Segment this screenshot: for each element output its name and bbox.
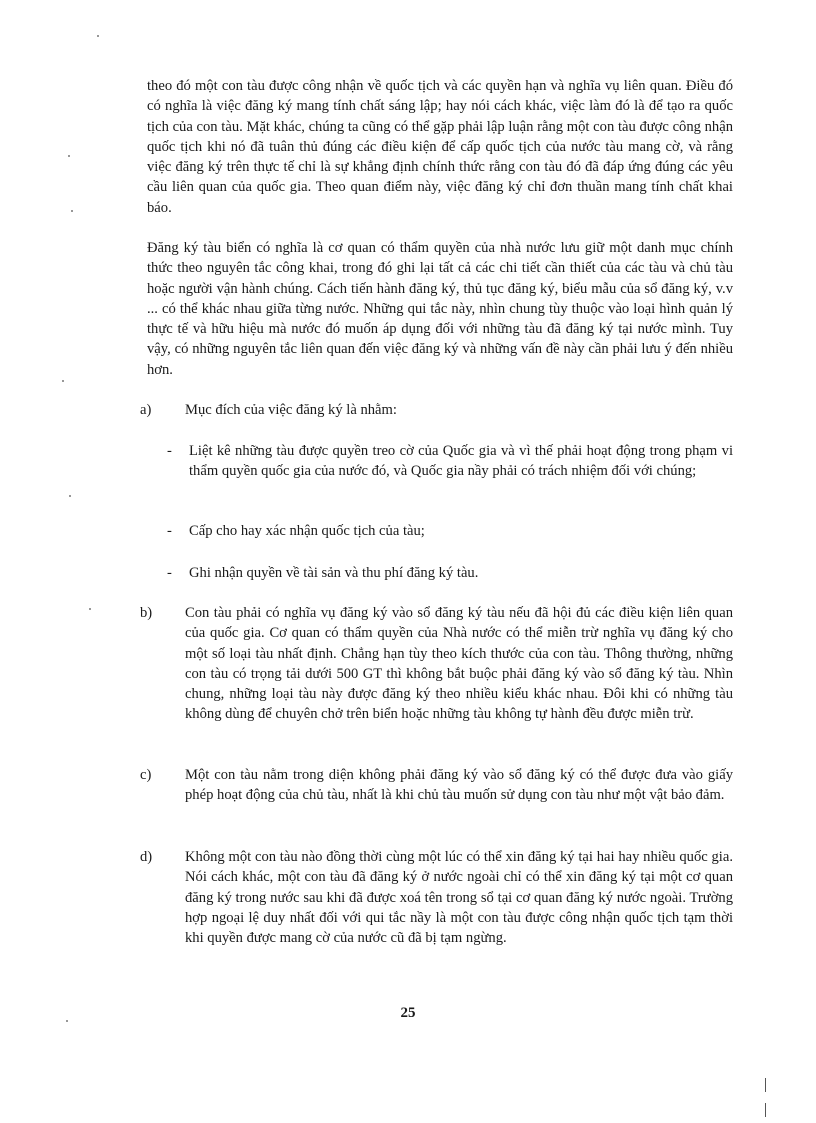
scan-speck — [69, 495, 71, 497]
bullet-dash: - — [167, 565, 172, 581]
item-d-text: Không một con tàu nào đồng thời cùng một lúc có thể xin đăng ký tại hai hay nhiều quốc gia. Nói cách khác, một con tàu đã đăng ký ở nước ngoài chỉ có thể xin đăng ký tại một cơ quan đăng ký trong nước sau khi đã được xoá tên trong sổ tại cơ quan đăng ký nước ngoài. Trường hợp ngoại lệ duy nhất đối với qui tắc nầy là một con tàu được công nhận quốc tịch tạm thời khi quyền được mang cờ của nước cũ đã bị tạm ngừng. — [185, 849, 733, 947]
paragraph-definition: Đăng ký tàu biển có nghĩa là cơ quan có thẩm quyền của nhà nước lưu giữ một danh mục chính thức theo nguyên tắc công khai, trong đó ghi lại tất cả các chi tiết cần thiết của các tàu và chủ tàu hoặc người vận hành chúng. Cách tiến hành đăng ký, thủ tục đăng ký, biểu mẫu của sổ đăng ký, v.v ... có thể khác nhau giữa từng nước. Những qui tắc này, nhìn chung tùy thuộc vào loại hình quản lý thực tế và hữu hiệu mà nước đó muốn áp dụng đối với những tàu đã đăng ký tại nước mình. Tuy vậy, có những nguyên tắc liên quan đến việc đăng ký và những vấn đề này cần phải lưu ý đến nhiều hơn. — [147, 240, 733, 378]
item-label-c: c) — [140, 767, 152, 783]
scan-speck — [68, 155, 70, 157]
scan-speck — [66, 1020, 68, 1022]
bullet-dash: - — [167, 523, 172, 539]
item-label-a: a) — [140, 402, 152, 418]
paragraph-intro: theo đó một con tàu được công nhận về quốc tịch và các quyền hạn và nghĩa vụ liên quan. Điều đó có nghĩa là việc đăng ký mang tính chất sáng lập; hay nói cách khác, việc làm đó là để tạo ra quốc tịch của con tàu. Mặt khác, chúng ta cũng có thể gặp phải lập luận rằng một con tàu được công nhận quốc tịch khi nó đã tuân thủ đúng các điều kiện để cấp quốc tịch của nước tàu mang cờ, và rằng việc đăng ký trên thực tế chỉ là sự khẳng định chính thức rằng con tàu đó đã đáp ứng đúng các yêu cầu liên quan của quốc gia. Theo quan điểm này, việc đăng ký chỉ đơn thuần mang tính chất khai báo. — [147, 78, 733, 216]
bullet-text: Ghi nhận quyền về tài sản và thu phí đăng ký tàu. — [189, 565, 479, 581]
item-c-text: Một con tàu nằm trong diện không phải đăng ký vào sổ đăng ký có thể được đưa vào giấy phép hoạt động của chủ tàu, nhất là khi chủ tàu muốn sử dụng con tàu như một vật bảo đảm. — [185, 767, 733, 804]
bullet-text: Liệt kê những tàu được quyền treo cờ của Quốc gia và vì thế phải hoạt động trong phạm vi thẩm quyền quốc gia của nước đó, và Quốc gia nầy phải có trách nhiệm đối với chúng; — [189, 443, 733, 480]
page-number: 25 — [400, 1005, 416, 1021]
scan-speck — [97, 35, 99, 37]
scan-mark — [765, 1103, 766, 1117]
item-label-d: d) — [140, 849, 153, 865]
scan-speck — [71, 210, 73, 212]
bullet-dash: - — [167, 443, 172, 459]
scan-speck — [62, 380, 64, 382]
bullet-text: Cấp cho hay xác nhận quốc tịch của tàu; — [189, 523, 425, 539]
item-label-b: b) — [140, 605, 153, 621]
scan-speck — [89, 608, 91, 610]
scan-mark — [765, 1078, 766, 1092]
item-a-text: Mục đích của việc đăng ký là nhằm: — [185, 402, 397, 418]
item-b-text: Con tàu phải có nghĩa vụ đăng ký vào sổ đăng ký tàu nếu đã hội đủ các điều kiện liên quan của quốc gia. Cơ quan có thẩm quyền của Nhà nước có thể miễn trừ nghĩa vụ đăng ký cho một số loại tàu nhất định. Chẳng hạn tùy theo kích thước của con tàu. Thông thường, những con tàu có trọng tải dưới 500 GT thì không bắt buộc phải đăng ký vào sổ đăng ký tàu. Nhìn chung, những loại tàu này được đăng ký theo nhiều kiểu khác nhau. Đôi khi có những tàu không dùng để chuyên chở trên biển hoặc những tàu không tự hành đều được miễn trừ. — [185, 605, 733, 723]
